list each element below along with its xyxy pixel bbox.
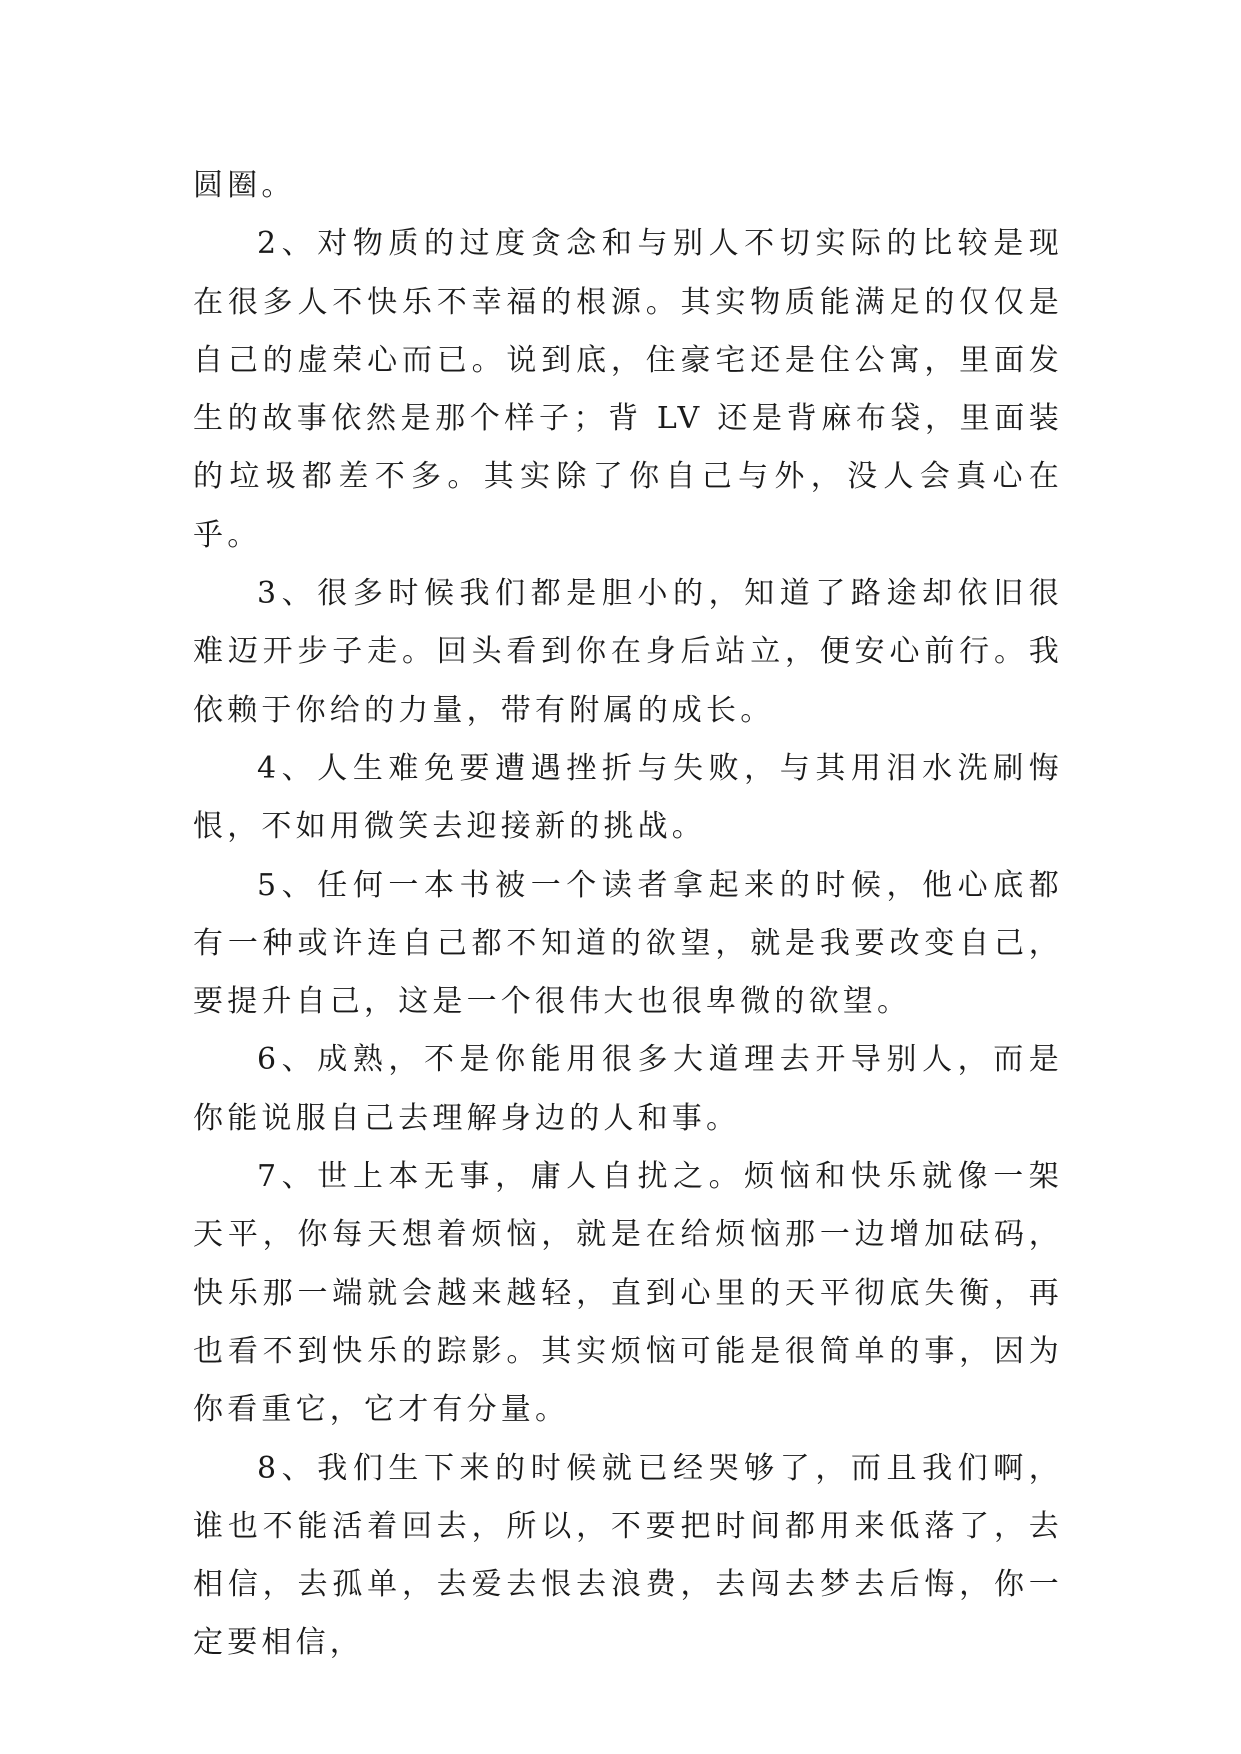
paragraph-item-4: 4、人生难免要遭遇挫折与失败，与其用泪水洗刷悔恨，不如用微笑去迎接新的挑战。: [193, 750, 1063, 845]
paragraph-item-7: 7、世上本无事，庸人自扰之。烦恼和快乐就像一架天平，你每天想着烦恼，就是在给烦恼那一边增加砝码，快乐那一端就会越来越轻，直到心里的天平彻底失衡，再也看不到快乐的踪影。其实烦恼可能是很简单的事，因为你看重它，它才有分量。: [193, 1159, 1063, 1428]
paragraph-item-8: 8、我们生下来的时候就已经哭够了，而且我们啊，谁也不能活着回去，所以，不要把时间都用来低落了，去相信，去孤单，去爱去恨去浪费，去闯去梦去后悔，你一定要相信，: [193, 1450, 1063, 1661]
paragraph-continuation: 圆圈。: [193, 168, 296, 203]
paragraph-item-5: 5、任何一本书被一个读者拿起来的时候，他心底都有一种或许连自己都不知道的欲望，就是我要改变自己，要提升自己，这是一个很伟大也很卑微的欲望。: [193, 867, 1063, 1020]
paragraph-item-3: 3、很多时候我们都是胆小的，知道了路途却依旧很难迈开步子走。回头看到你在身后站立，便安心前行。我依赖于你给的力量，带有附属的成长。: [193, 576, 1063, 728]
document-body: [193, 157, 1063, 1673]
paragraph-item-2: 2、对物质的过度贪念和与别人不切实际的比较是现在很多人不快乐不幸福的根源。其实物质能满足的仅仅是自己的虚荣心而已。说到底，住豪宅还是住公寓，里面发生的故事依然是那个样子；背 LV 还是背麻布袋，里面装的垃圾都差不多。其实除了你自己与外，没人会真心在乎。: [193, 226, 1063, 553]
paragraph-item-6: 6、成熟，不是你能用很多大道理去开导别人，而是你能说服自己去理解身边的人和事。: [193, 1042, 1063, 1136]
